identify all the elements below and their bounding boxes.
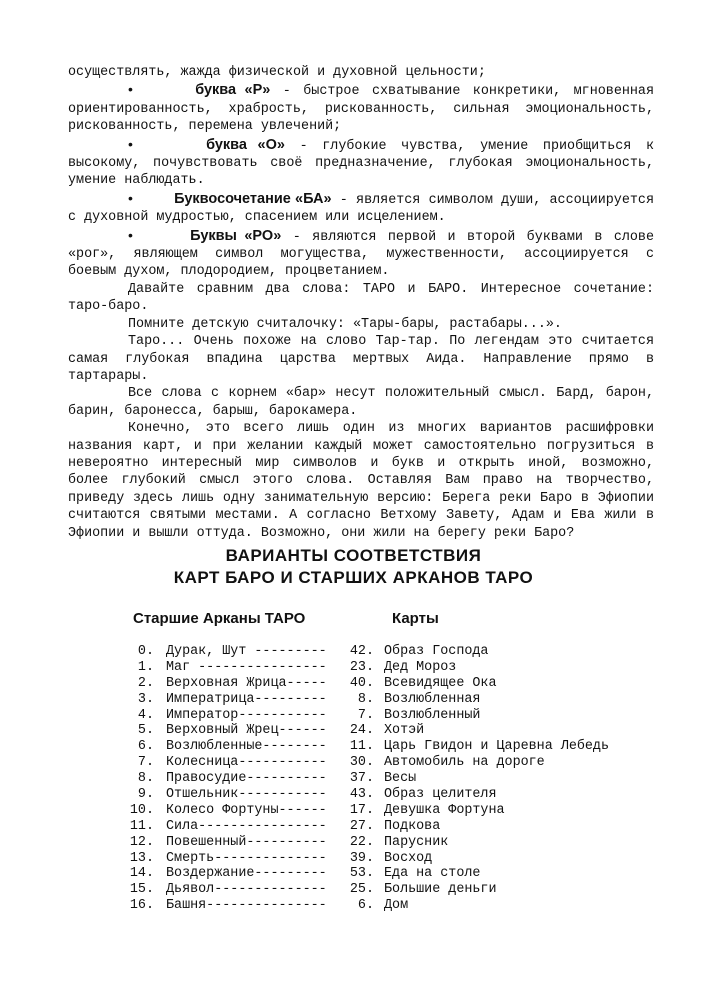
arcana-name: Правосудие---------- (166, 771, 327, 787)
arcana-name: Воздержание--------- (166, 866, 327, 882)
arcana-number: 16. (129, 898, 154, 914)
card-name: Дом (384, 898, 409, 914)
arcana-name: Возлюбленные-------- (166, 739, 327, 755)
bullet-term: Буквосочетание «БА» (174, 190, 332, 207)
card-number: 40. (349, 675, 374, 691)
paragraph-conclusion: Конечно, это всего лишь один из многих вариантов расшифровки названия карт, и при желании каждый может самостоятельно погрузиться в невероятно интересный мир символов и букв и открыть иной, возможно, более глубокий смысл этого слова. Оставляя Вам право на творчество, приведу здесь лишь одну занимательную версию: Берега реки Баро в Эфиопии считаются святыми местами. А согласно Ветхому Завету, Адам и Ева жили в Эфиопии и вышли оттуда. Возможно, они жили на берегу реки Баро? (68, 421, 654, 541)
table-row (0, 676, 707, 692)
card-name: Возлюбленная (384, 691, 481, 707)
card-number: 27. (349, 818, 374, 834)
card-number: 11. (349, 739, 374, 755)
arcana-name: Сила---------------- (166, 818, 327, 834)
card-name: Хотэй (384, 723, 425, 739)
bullet-term: буква «О» (206, 136, 285, 153)
card-name: Парусник (384, 834, 449, 850)
arcana-name: Отшельник----------- (166, 787, 327, 803)
card-number: 24. (349, 723, 374, 739)
card-name: Весы (384, 771, 417, 787)
bullet-icon: • (128, 226, 133, 243)
arcana-number: 12. (129, 834, 154, 850)
card-name: Подкова (384, 818, 441, 834)
bullet-item-ro (68, 227, 654, 281)
column-header-cards: Карты (392, 610, 439, 627)
bullet-text: - являются первой и второй буквами в слове «рог», являющем символ могущества, мужественности, ассоциируется с боевым духом, плодородием, процветанием. (68, 229, 654, 280)
arcana-name: Император----------- (166, 707, 327, 723)
card-number: 8. (357, 691, 374, 707)
paragraph-rhyme: Помните детскую считалочку: «Тары-бары, растабары...». (128, 316, 562, 332)
document-body (68, 64, 654, 542)
arcana-number: 10. (129, 802, 154, 818)
card-name: Большие деньги (384, 882, 497, 898)
arcana-name: Башня--------------- (166, 898, 327, 914)
card-number: 17. (349, 802, 374, 818)
table-row (0, 708, 707, 724)
arcana-number: 11. (129, 818, 154, 834)
card-number: 22. (349, 834, 374, 850)
bullet-icon: • (128, 81, 133, 98)
table-row (0, 835, 707, 851)
paragraph-tartar: Таро... Очень похоже на слово Тар-тар. По легендам это считается самая глубокая впадина царства мертвых Аида. Направление прямо в тартарары. (68, 334, 654, 384)
card-number: 42. (349, 644, 374, 659)
arcana-name: Смерть-------------- (166, 850, 327, 866)
card-number: 53. (349, 866, 374, 882)
table-row (0, 755, 707, 771)
arcana-name: Повешенный---------- (166, 834, 327, 850)
table-row (0, 660, 707, 676)
card-number: 25. (349, 882, 374, 898)
card-number: 6. (357, 898, 374, 914)
card-name: Царь Гвидон и Царевна Лебедь (384, 739, 609, 755)
table-row (0, 803, 707, 819)
bullet-icon: • (128, 135, 133, 152)
table-row (0, 739, 707, 755)
arcana-number: 14. (129, 866, 154, 882)
arcana-name: Колесо Фортуны------ (166, 802, 327, 818)
card-number: 30. (349, 755, 374, 771)
arcana-number: 6. (137, 739, 154, 755)
card-number: 39. (349, 850, 374, 866)
bullet-item-letter-o (68, 136, 654, 190)
card-name: Еда на столе (384, 866, 481, 882)
table-row (0, 882, 707, 898)
section-title-line-2: КАРТ БАРО И СТАРШИХ АРКАНОВ ТАРО (173, 568, 534, 587)
arcana-name: Дьявол-------------- (166, 882, 327, 898)
arcana-number: 9. (137, 787, 154, 803)
bullet-text: - глубокие чувства, умение приобщиться к высокому, почувствовать своё предназначение, глубокая эмоциональность, умение наблюдать. (68, 138, 654, 189)
arcana-name: Колесница----------- (166, 755, 327, 771)
arcana-number: 7. (137, 755, 154, 771)
table-row (0, 692, 707, 708)
arcana-name: Верховный Жрец------ (166, 723, 327, 739)
bullet-icon: • (128, 189, 133, 206)
arcana-number: 13. (129, 850, 154, 866)
card-name: Всевидящее Ока (384, 675, 497, 691)
arcana-name: Дурак, Шут --------- (166, 644, 327, 659)
card-name: Возлюбленный (384, 707, 481, 723)
card-number: 7. (357, 707, 374, 723)
arcana-name: Императрица--------- (166, 691, 327, 707)
table-row (0, 723, 707, 739)
card-name: Образ Господа (384, 644, 489, 659)
bullet-term: Буквы «РО» (190, 227, 282, 244)
card-number: 43. (349, 787, 374, 803)
arcana-name: Маг ---------------- (166, 659, 327, 675)
correspondence-table (0, 644, 707, 914)
table-row (0, 787, 707, 803)
paragraph-bar-root: Все слова с корнем «бар» несут положительный смысл. Бард, барон, барин, баронесса, барыш, барокамера. (68, 386, 654, 419)
section-title-line-1: ВАРИАНТЫ СООТВЕТСТВИЯ (225, 546, 482, 565)
table-row (0, 771, 707, 787)
arcana-number: 5. (137, 723, 154, 739)
table-row (0, 866, 707, 882)
bullet-term: буква «Р» (195, 82, 271, 99)
bullet-item-letter-r (68, 81, 654, 135)
arcana-number: 4. (137, 707, 154, 723)
table-row (0, 819, 707, 835)
card-name: Восход (384, 850, 433, 866)
card-name: Дед Мороз (384, 659, 457, 675)
arcana-number: 0. (137, 644, 154, 659)
arcana-name: Верховная Жрица----- (166, 675, 327, 691)
bullet-text: - быстрое схватывание конкретики, мгновенная ориентированность, храбрость, рискованность, сильная эмоциональность, рискованность, перемена увлечений; (68, 84, 655, 135)
card-number: 37. (349, 771, 374, 787)
table-row (0, 644, 707, 660)
card-name: Девушка Фортуна (384, 802, 505, 818)
arcana-number: 1. (137, 659, 154, 675)
column-header-arcana: Старшие Арканы ТАРО (133, 610, 306, 627)
arcana-number: 15. (129, 882, 154, 898)
arcana-number: 3. (137, 691, 154, 707)
card-name: Автомобиль на дороге (384, 755, 545, 771)
paragraph-continuation: осуществлять, жажда физической и духовной цельности; (68, 65, 486, 80)
arcana-number: 8. (137, 771, 154, 787)
card-name: Образ целителя (384, 787, 497, 803)
bullet-text: - является символом души, ассоциируется с духовной мудростью, спасением или исцелением. (68, 192, 654, 226)
table-row (0, 851, 707, 867)
table-row (0, 898, 707, 914)
card-number: 23. (349, 659, 374, 675)
paragraph-compare: Давайте сравним два слова: ТАРО и БАРО. Интересное сочетание: таро-баро. (68, 281, 654, 315)
arcana-number: 2. (137, 675, 154, 691)
bullet-item-ba (68, 190, 654, 227)
